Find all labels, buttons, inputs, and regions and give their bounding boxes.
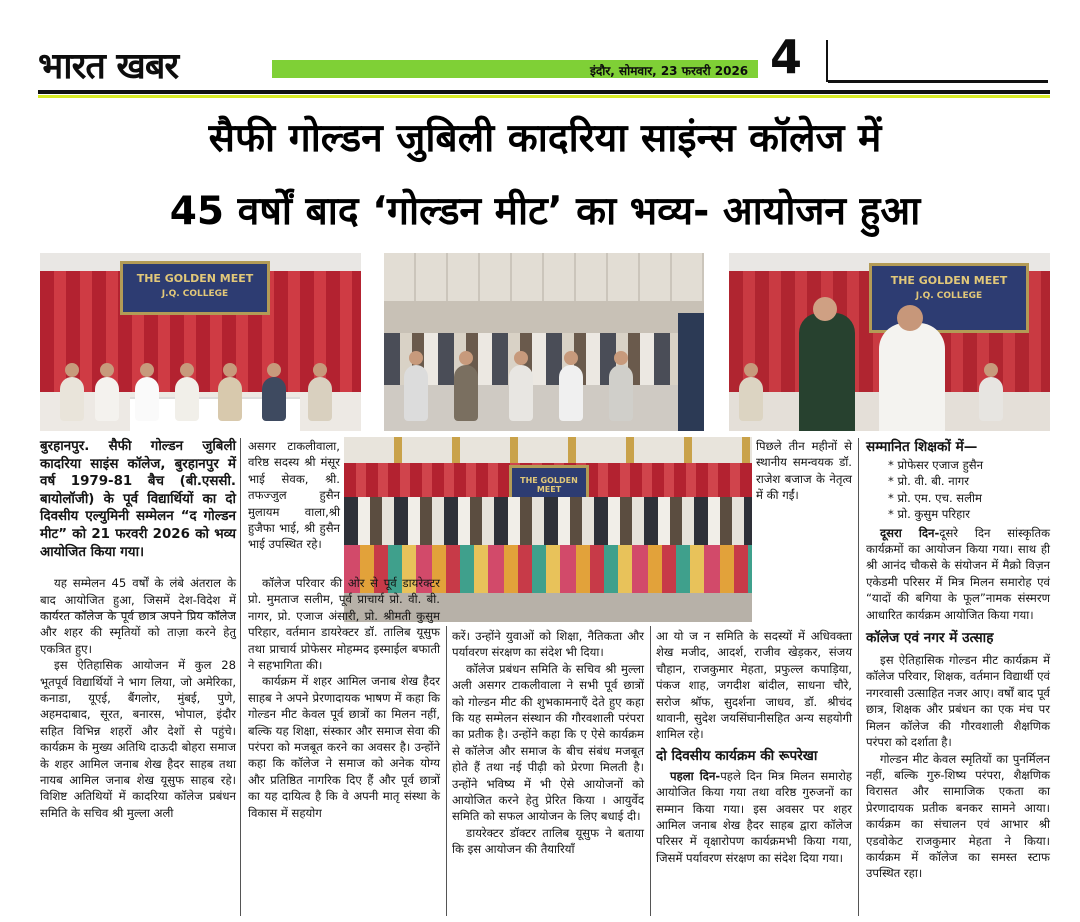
col3-para-3: डायरेक्टर डॉक्टर तालिब यूसुफ ने बताया कि इस आयोजन की तैयारियाँ [452,825,644,857]
subhead-honored-teachers: सम्मानित शिक्षकों में— [866,439,978,455]
column-3 [452,628,644,858]
subhead-program-outline: दो दिवसीय कार्यक्रम की रूपरेखा [656,747,818,764]
photo-stage-dignitaries [40,253,361,431]
subhead-enthusiasm: कॉलेज एवं नगर में उत्साह [866,630,994,647]
masthead-rule [828,80,1048,83]
golden-meet-banner [120,261,270,315]
masthead-accent-rule [38,95,1050,98]
col1-para-1: यह सम्मेलन 45 वर्षों के लंबे अंतराल के बाद आयोजित हुआ, जिसमें देश-विदेश में कार्यरत कॉलेज के पूर्व छात्र अपने प्रिय कॉलेज और शहर की स्मृतियों को ताज़ा करने हेतु एकत्रित हुए। [40,576,236,656]
col2-para-2: कॉलेज परिवार की ओर से पूर्व डायरेक्टर प्रो. मुमताज सलीम, पूर्व प्राचार्य प्रो. वी. बी. नागर, प्रो. एजाज अंसारी, प्रो. श्रीमती कुसुम परिहार, वर्तमान डायरेक्टर डॉ. तालिब यूसुफ तथा प्राचार्य प्रोफेसर मोहम्मद इस्माईल बफाती ने सहभागिता की। [248,576,440,673]
teacher-item: * प्रो. वी. बी. नागर [888,474,969,489]
masthead-bottom-rule [38,90,1050,94]
day2-label: दूसरा दिन- [880,525,940,540]
headline-line-1: सैफी गोल्डन जुबिली कादरिया साइंन्स कॉलेज में [208,116,882,161]
col1-para-2: इस ऐतिहासिक आयोजन में कुल 28 भूतपूर्व विद्यार्थियों ने भाग लिया, जो अमेरिका, कनाडा, यूएई, बैंगलोर, मुंबई, पुणे, अहमदाबाद, सूरत, बनारस, भोपाल, इंदौर सहित विभिन्न शहरों और देशों से पहुंचे। कार्यक्रम के मुख्य अतिथि दाऊदी बोहरा समाज के शहर आमिल जनाब शेख हैदर साहब तथा नायब आमिल जनाब शेख यूसुफ साहब रहे। विशिष्ट अतिथियों में कादरिया कॉलेज प्रबंधन समिति के सचिव श्री मुल्ला अली [40,658,236,820]
banner-title-3: THE GOLDEN MEET [520,476,578,494]
col3-para-2: कॉलेज प्रबंधन समिति के सचिव श्री मुल्ला अली असगर टाकलीवाला ने सभी पूर्व छात्रों को गोल्डन मीट की शुभकामनाएँ देते हुए कहा कि यह सम्मेलन संस्थान की गौरवशाली परंपरा का प्रतीक है। उन्होंने कहा कि ए ऐसे कार्यक्रम से कॉलेज और समाज के बीच संबंध मजबूत होते हैं तथा नई पीढ़ी को प्रेरणा मिलती है। उन्होंने भविष्य में भी ऐसे आयोजनों को आयोजित करने हेतु प्रेरित किया । आयुर्वेद समिति को सफल आयोजन के लिए बधाई दी। [452,661,644,824]
column-4-lower [656,628,852,866]
headline-line-2: 45 वर्षों बाद ‘गोल्डन मीट’ का भव्य- आयोजन हुआ [169,189,921,234]
col4-para-2: आ यो ज न समिति के सदस्यों में अधिवक्ता शेख मजीद, आदर्श, राजीव खेड़कर, संजय चौहान, राजकुमार मेहता, प्रफुल्ल कपाड़िया, पंकज शाह, जगदीश बांदील, साधना चौरे, सरोज श्रॉफ, सुदर्शना जाधव, डॉ. श्रीचंद थावानी, सुदेश जयसिंघानीसहित अन्य सहयोगी शामिल रहे। [656,629,852,742]
teacher-item: * प्रोफेसर एजाज हुसैन [888,458,984,472]
golden-meet-banner-2 [869,263,1029,333]
column-rule-2 [446,626,447,916]
banner-title: THE GOLDEN MEET [136,272,254,285]
newspaper-brand: भारत खबर [38,45,179,87]
column-4-upper [756,438,852,504]
column-rule-3 [650,626,651,916]
photo-felicitation [729,253,1050,431]
masthead [0,0,1080,100]
column-rule-1 [240,438,241,916]
banner-title-2: THE GOLDEN MEET [890,274,1008,287]
column-1 [40,438,236,821]
photo-audience [384,253,704,431]
col2-para-1: असगर टाकलीवाला, वरिष्ठ सदस्य श्री मंसूर भाई सेवक, श्री. तफज्जुल हुसैन मुलायम वाला,श्री हुजैफा भाई, श्री हुसैन भाई उपस्थित रहे। [248,439,340,552]
masthead-divider [826,40,828,82]
dateline: इंदौर, सोमवार, 23 फरवरी 2026 [590,64,749,78]
teacher-item: * प्रो. कुसुम परिहार [888,507,971,522]
column-2-lower [248,575,440,821]
col5-para-1: इस ऐतिहासिक गोल्डन मीट कार्यक्रम में कॉलेज परिवार, शिक्षक, वर्तमान विद्यार्थी एवं नगरवासी उत्साहित नजर आए। वर्षों बाद पूर्व छात्र, शिक्षक और प्रबंधन का एक मंच पर मिलन कॉलेज की गौरवशाली शैक्षणिक परंपरा को दर्शाता है। [866,653,1050,750]
col5-para-2: गोल्डन मीट केवल स्मृतियों का पुनर्मिलन नहीं, बल्कि गुरु-शिष्य परंपरा, शैक्षणिक विरासत और सामाजिक एकता का प्रेरणादायक प्रतीक बनकर सामने आया। कार्यक्रम का संचालन एवं आभार श्री एडवोकेट राजकुमार मेहता ने किया। कार्यक्रम में कॉलेज का समस्त स्टाफ उपस्थित रहा। [866,751,1050,881]
column-2-upper [248,438,340,553]
col3-para-1: करें। उन्होंने युवाओं को शिक्षा, नैतिकता और पर्यावरण संरक्षण का संदेश भी दिया। [452,629,644,660]
day1-label: पहला दिन- [670,768,721,783]
column-rule-4 [858,438,859,916]
banner-college-2: J.Q. COLLEGE [915,291,983,301]
page-number: 4 [770,30,803,84]
banner-college: J.Q. COLLEGE [161,289,229,299]
col4-para-1: पिछले तीन महीनों से स्थानीय समन्वयक डॉ. राजेश बजाज के नेतृत्व में की गईं। [756,439,852,503]
col2-para-3: कार्यक्रम में शहर आमिल जनाब शेख हैदर साहब ने अपने प्रेरणादायक भाषण में कहा कि गोल्डन मीट केवल पूर्व छात्रों का मिलन नहीं, बल्कि यह शिक्षा, संस्कार और समाज सेवा की परंपरा को मजबूत करने का अवसर है। उन्होंने कहा कि कॉलेज ने समाज को अनेक योग्य और प्रतिष्ठित नागरिक दिए हैं और पूर्व छात्रों का यह दायित्व है कि वे अपनी मातृ संस्था के विकास में सहयोग [248,674,440,820]
day1-text: पहले दिन मित्र मिलन समारोह आयोजित किया गया तथा वरिष्ठ गुरुजनों का सम्मान किया गया। इस अवसर पर शहर आमिल जनाब शेख हैदर साहब द्वारा कॉलेज परिसर में वृक्षारोपण कार्यक्रमभी किया गया, जिसमें पर्यावरण संरक्षण का संदेश दिया गया। [656,768,852,865]
day2-text: दूसरे दिन सांस्कृतिक कार्यक्रमों का आयोजन किया गया। साथ ही श्री आनंद चौकसे के संयोजन में मैक्रो विज़न एकेडमी परिसर में मित्र मिलन समारोह एवं “यादों की बगिया के फूल”नामक संस्मरण आधारित कार्यक्रम आयोजित किया गया। [866,525,1050,622]
column-5 [866,438,1050,882]
teacher-item: * प्रो. एम. एच. सलीम [888,490,982,505]
article-lead: बुरहानपुर. सैफी गोल्डन जुबिली कादरिया साइंस कॉलेज, बुरहानपुर में वर्ष 1979-81 बैच (बी.एससी. बायोलॉजी) के पूर्व विद्यार्थियों का दो दिवसीय एल्युमिनी सम्मेलन “द गोल्डन मीट” को 21 फरवरी 2026 को भव्य आयोजित किया गया। [40,439,236,560]
